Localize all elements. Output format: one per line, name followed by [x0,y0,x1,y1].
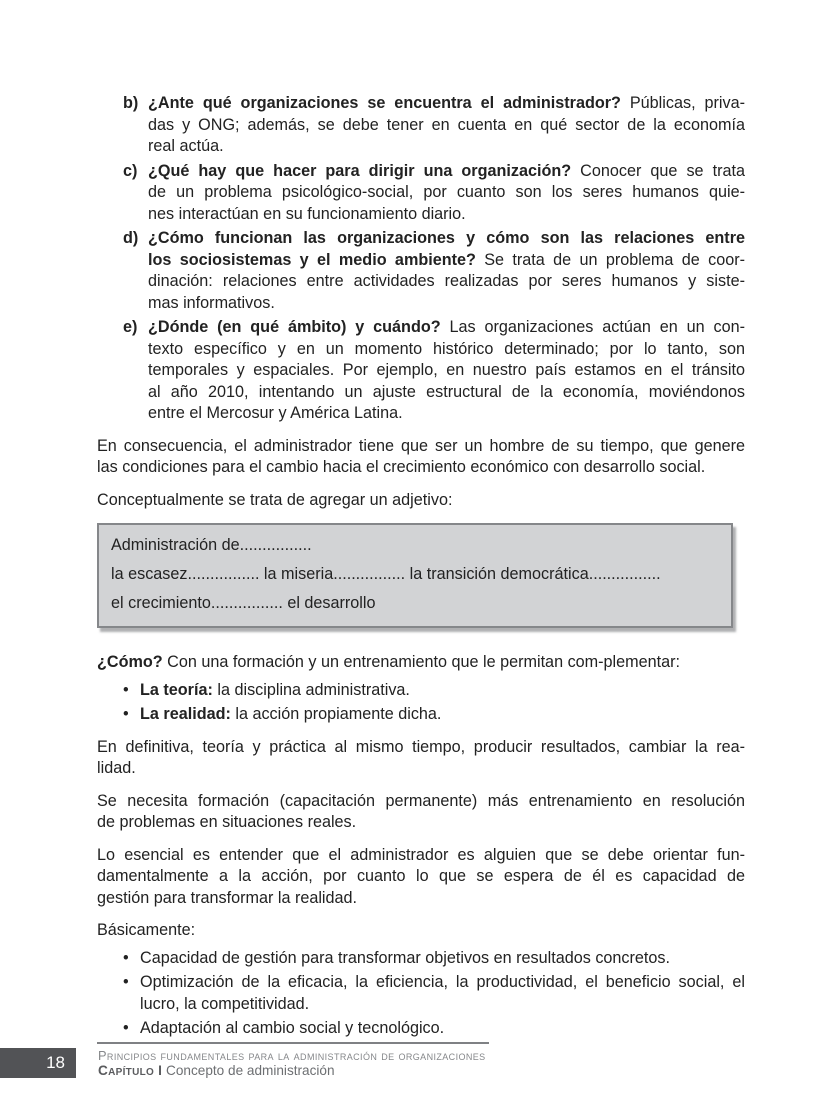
paragraph-definitive: En definitiva, teoría y práctica al mismo tiempo, producir resultados, cambiar la rea- lidad. [97,737,745,777]
footer-book-title: Principios fundamentales para la administración de organizaciones [98,1048,486,1063]
footer-divider [97,1042,489,1044]
bullet-icon: • [123,948,129,967]
list-item-label: b) [123,94,139,112]
page-number: 18 [46,1053,65,1072]
bullet-text: Optimización de la eficacia, la eficiencia, la productividad, el beneficio social, el lucro, la competitividad. [140,973,745,1013]
bullet-optimization [97,972,745,1015]
paragraph-essential: Lo esencial es entender que el administrador es alguien que se debe orientar fun- damentalmente a la acción, por cuanto lo que se espera de él es capacidad de gestión para transformar la realidad. [97,845,745,907]
box-line-growth: el crecimiento................ el desarrollo [111,594,376,612]
list-item-text: ¿Qué hay que hacer para dirigir una organización? Conocer que se trata de un problema psicológico-social, por cuanto son los seres humanos quie- nes interactúan en su funcionamiento diario. [148,161,745,223]
bullet-text: La realidad: la acción propiamente dicha. [140,705,442,723]
list-item-d [97,228,745,314]
footer-chapter-title: Concepto de administración [166,1063,335,1078]
paragraph-consequence: En consecuencia, el administrador tiene que ser un hombre de su tiempo, que genere las condiciones para el cambio hacia el crecimiento económico con desarrollo social. [97,436,745,476]
bullet-text: Adaptación al cambio social y tecnológico. [140,1019,445,1037]
paragraph-how: ¿Cómo? Con una formación y un entrenamiento que le permitan com-plementar: [97,653,681,671]
bullet-capacity [97,948,745,970]
list-item-label: c) [123,161,138,180]
bullet-reality [97,704,745,726]
list-item-text: ¿Cómo funcionan las organizaciones y cómo son las relaciones entre los sociosistemas y el medio ambiente? Se trata de un problema de coor- dinación: relaciones entre actividades realizadas por seres humanos y siste- mas informativos. [148,229,745,312]
bullet-icon: • [123,680,129,699]
bullet-text: Capacidad de gestión para transformar objetivos en resultados concretos. [140,948,670,967]
adjective-box [97,523,733,628]
bullet-icon: • [123,973,129,991]
footer [98,1049,486,1078]
paragraph-basically: Básicamente: [97,921,196,939]
list-item-label: e) [123,318,138,336]
paragraph-conceptually: Conceptualmente se trata de agregar un adjetivo: [97,490,453,509]
list-item-c [97,161,745,226]
bullet-icon: • [123,1019,129,1037]
question-list [97,93,745,425]
list-item-text: ¿Ante qué organizaciones se encuentra el administrador? Públicas, priva- das y ONG; además, se debe tener en cuenta en qué sector de la economía real actúa. [148,94,745,155]
footer-chapter-line [98,1063,486,1078]
bullet-theory [97,680,745,702]
list-item-text: ¿Dónde (en qué ámbito) y cuándo? Las organizaciones actúan en un con- texto específico y en un momento histórico determinado; por lo tanto, son temporales y espaciales. Por ejemplo, en nuestro país estamos en el tránsito al año 2010, intentando un ajuste estructural de la economía, moviéndonos entre el Mercosur y América Latina. [148,318,745,422]
footer-chapter-label: Capítulo I [98,1063,163,1078]
paragraph-training: Se necesita formación (capacitación permanente) más entrenamiento en resolución de problemas en situaciones reales. [97,791,745,831]
bullet-adaptation [97,1018,745,1040]
bullet-text: La teoría: la disciplina administrativa. [140,680,410,699]
how-bullet-list [97,680,745,726]
box-line-administration: Administración de................ [111,536,312,554]
basic-bullet-list [97,948,745,1040]
list-item-label: d) [123,229,139,247]
list-item-e [97,317,745,425]
page-number-badge [0,1048,76,1078]
list-item-b [97,93,745,158]
box-line-scarcity: la escasez................ la miseria................ la transición democrática................ [111,565,661,583]
bullet-icon: • [123,705,129,723]
page-content [97,93,745,1043]
